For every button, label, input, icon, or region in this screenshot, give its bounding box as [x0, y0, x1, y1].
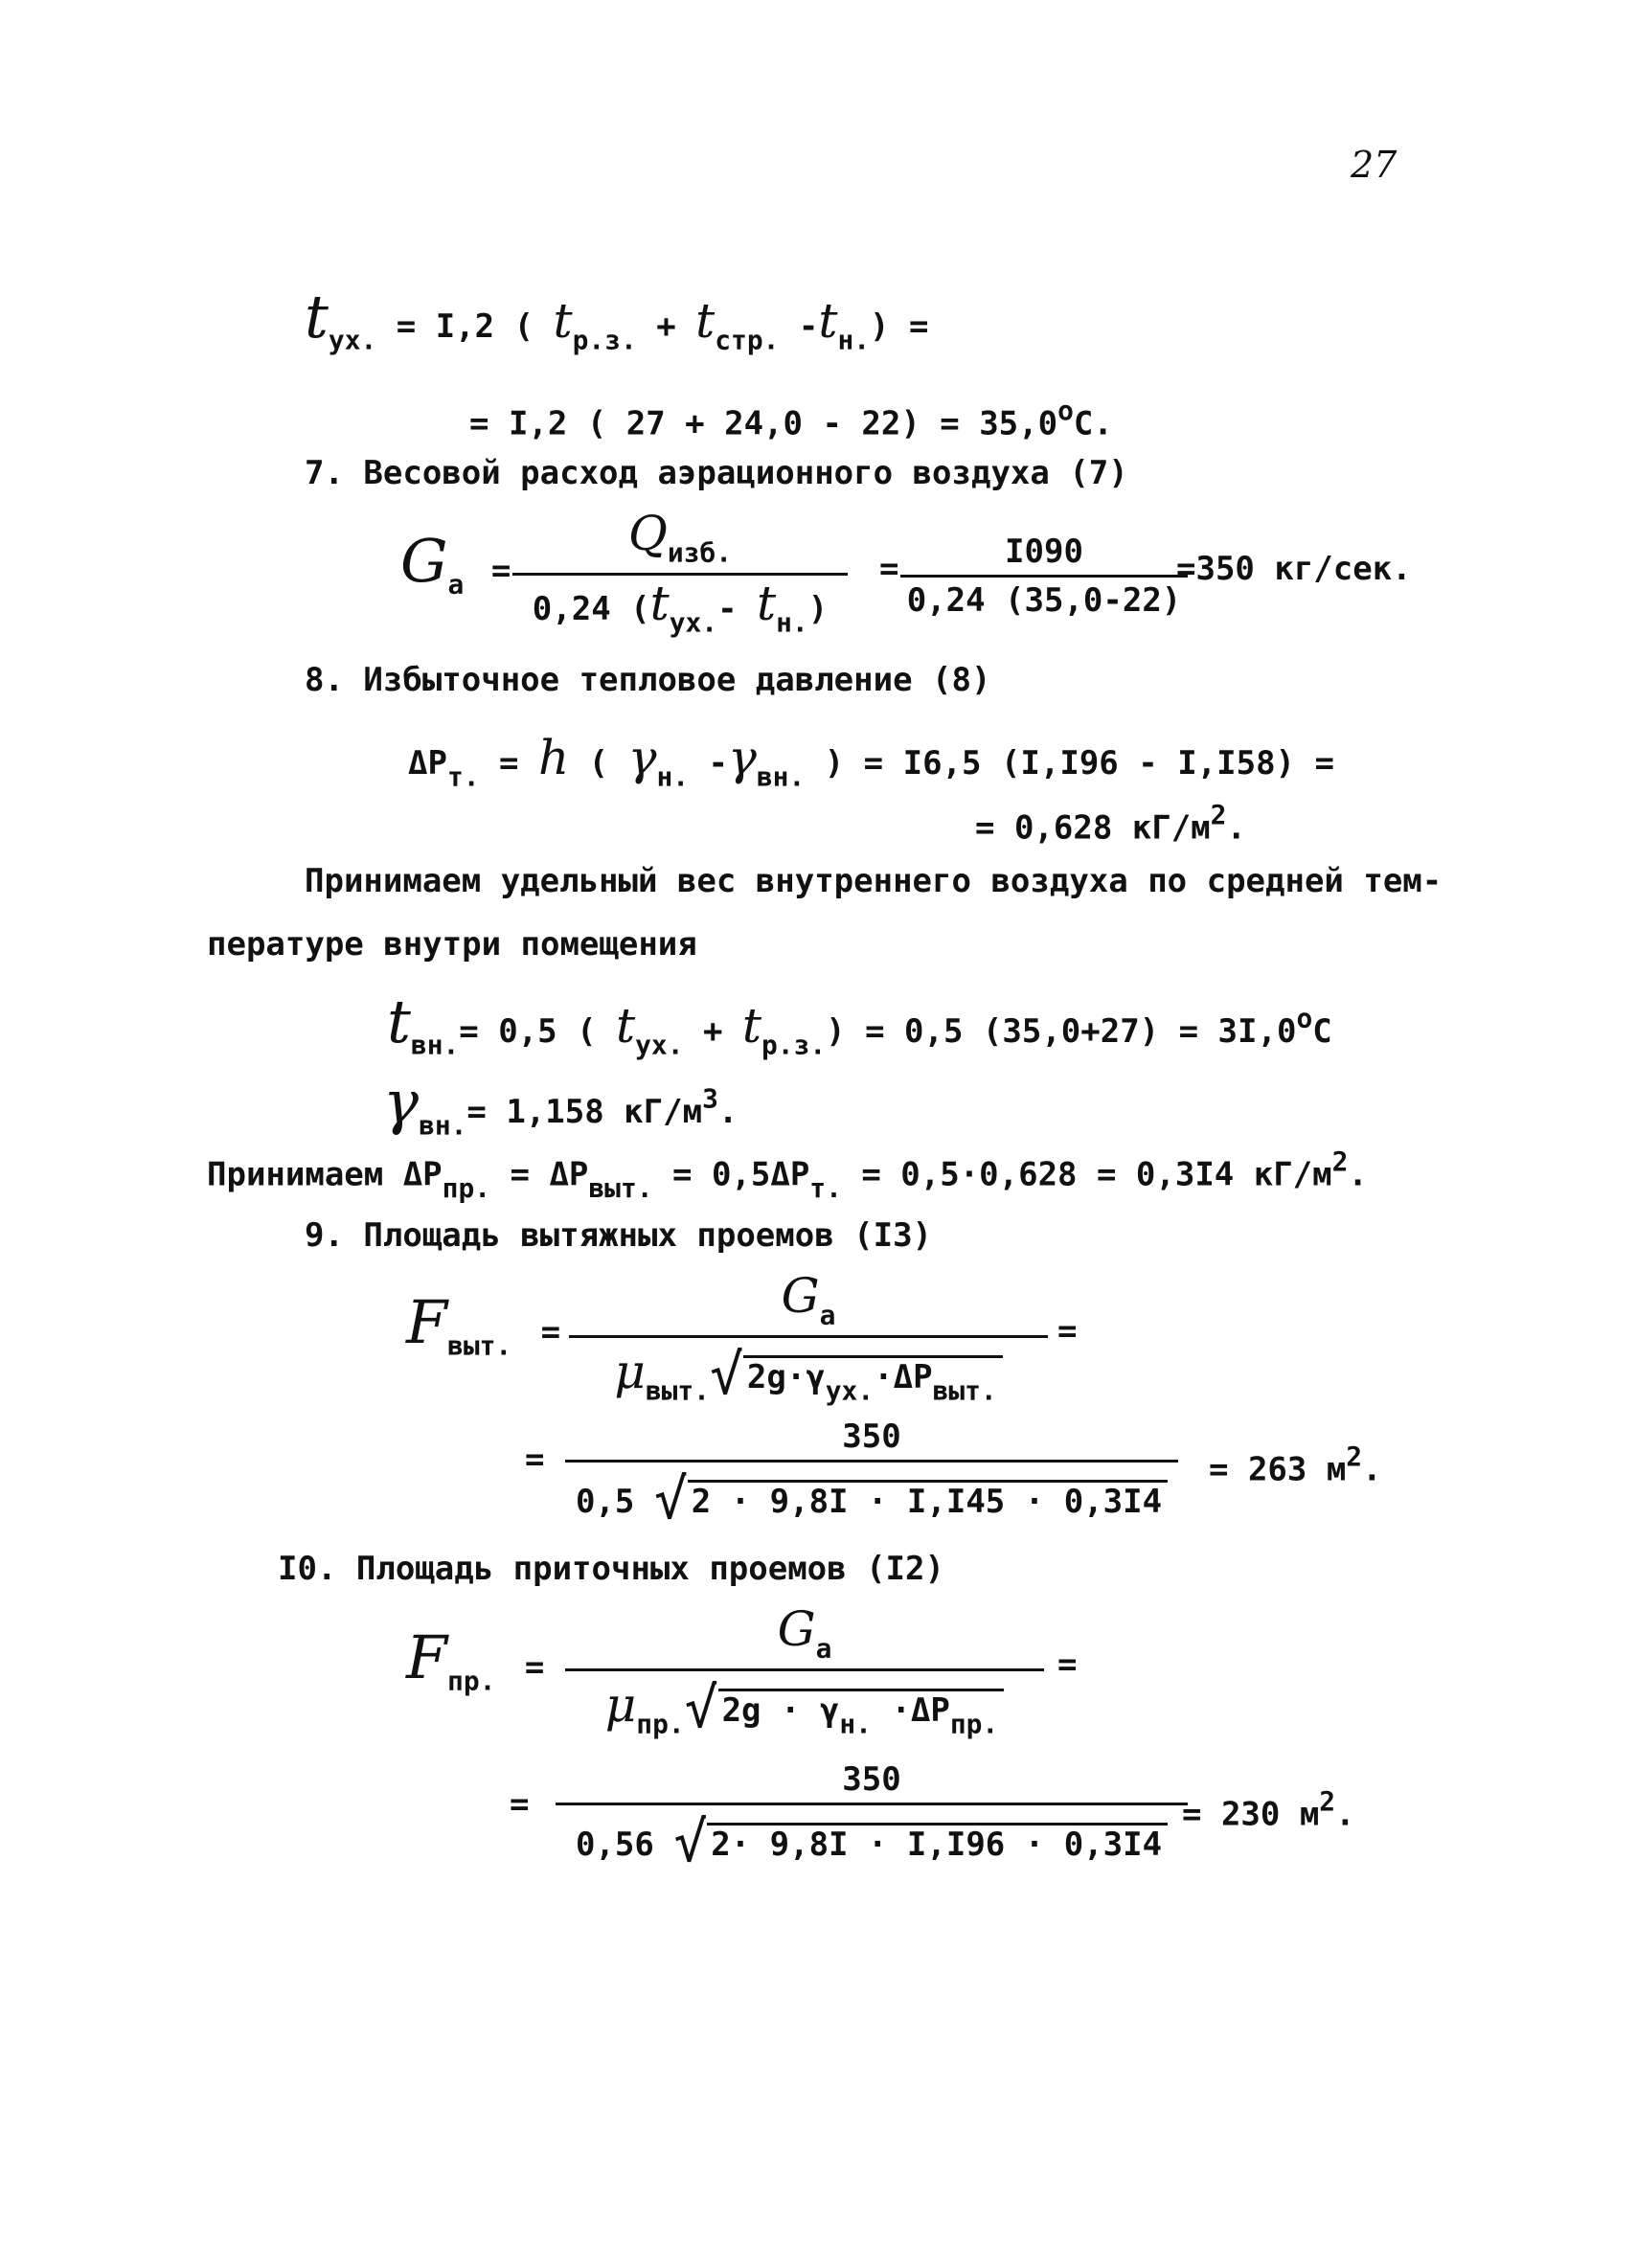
- g-symbol: G: [777, 1601, 816, 1657]
- eq-text: Принимаем: [207, 1155, 403, 1194]
- fraction-denominator: [532, 575, 829, 639]
- radicand: [718, 1689, 1005, 1740]
- t-symbol: t: [818, 293, 838, 349]
- f-vyt-result: [1209, 1440, 1382, 1488]
- g-symbol: G: [400, 526, 448, 596]
- subscript: р.з.: [572, 324, 637, 356]
- fraction-numerator: 350: [842, 1418, 901, 1456]
- t-symbol: t: [387, 987, 411, 1056]
- fraction-bar: [565, 1668, 1044, 1671]
- eq-text: -: [779, 307, 819, 346]
- fraction-denominator: [605, 1675, 1004, 1740]
- fraction-f-pr-numeric: [556, 1760, 1188, 1874]
- fraction-bar: [556, 1803, 1188, 1805]
- superscript: 2: [1319, 1785, 1336, 1817]
- subscript: пр.: [442, 1171, 491, 1204]
- eq-text: 0,24 (: [532, 589, 650, 628]
- subscript: выт.: [588, 1171, 653, 1204]
- equation-ga-lhs: [400, 526, 511, 601]
- superscript: 2: [1346, 1440, 1363, 1472]
- radicand: 2· 9,8I · I,I96 · 0,3I4: [707, 1823, 1168, 1864]
- radicand: [743, 1355, 1003, 1407]
- eq-text: 2g · γ: [721, 1690, 840, 1730]
- t-symbol: t: [616, 998, 636, 1054]
- delta-p-symbol: ΔP: [402, 1155, 443, 1194]
- eq-text: = I,2 ( 27 + 24,0 - 22) = 35,0: [469, 404, 1058, 443]
- eq-text: .: [717, 1093, 738, 1131]
- radical-sign: √: [653, 1466, 688, 1531]
- gamma-symbol: γ: [728, 730, 757, 785]
- t-symbol: t: [757, 575, 777, 631]
- mu-symbol: μ: [614, 1343, 646, 1399]
- eq-text: = 0,5ΔP: [652, 1155, 810, 1194]
- t-symbol: t: [649, 575, 670, 631]
- t-symbol: t: [741, 998, 762, 1054]
- ga-result: =350 кг/сек.: [1176, 550, 1412, 588]
- t-symbol: t: [305, 282, 329, 352]
- eq-text: ) = 0,5 (35,0+27) = 3I,0: [826, 1012, 1297, 1051]
- gamma-symbol: γ: [627, 730, 657, 785]
- subscript: н.: [656, 760, 690, 793]
- h-symbol: h: [537, 730, 570, 785]
- fraction-bar: [900, 575, 1188, 578]
- t-ux-subscript: ух.: [328, 324, 377, 356]
- subscript: вн.: [410, 1029, 460, 1061]
- mu-symbol: μ: [604, 1676, 637, 1733]
- g-symbol: G: [781, 1268, 820, 1324]
- subscript: пр.: [949, 1708, 999, 1740]
- fraction-f-vyt-numeric: [565, 1418, 1178, 1531]
- eq-text: ): [805, 744, 845, 782]
- fraction-numerator: I090: [1005, 533, 1083, 571]
- accept-pressure-line: [207, 1145, 1368, 1204]
- equals-sign: =: [1057, 1645, 1078, 1684]
- eq-text: ) =: [870, 307, 929, 346]
- subscript: н.: [776, 606, 808, 639]
- eq-text: = 0,5·0,628 = 0,3I4 кГ/м: [841, 1155, 1332, 1194]
- subscript: н.: [837, 324, 871, 356]
- subscript: ух.: [669, 606, 718, 639]
- eq-text: .: [1348, 1155, 1368, 1194]
- subscript: р.з.: [761, 1029, 827, 1061]
- eq-text: C.: [1073, 404, 1113, 443]
- eq-text: = 1,158 кГ/м: [466, 1093, 703, 1131]
- eq-text: =: [479, 744, 538, 782]
- eq-text: ·ΔP: [871, 1690, 950, 1730]
- fraction-numerator: 350: [842, 1760, 901, 1799]
- eq-text: = 0,628 кГ/м: [975, 808, 1211, 848]
- eq-text: -: [689, 744, 728, 782]
- eq-text: .: [1362, 1450, 1382, 1489]
- superscript: 3: [702, 1082, 718, 1115]
- subscript: а: [815, 1632, 832, 1665]
- radicand: 2 · 9,8I · I,I45 · 0,3I4: [688, 1480, 1168, 1521]
- subscript: выт.: [645, 1374, 710, 1407]
- equation-dpt-line1: [408, 730, 1334, 793]
- delta-p-symbol: ΔP: [549, 1155, 589, 1194]
- equation-t-ux-line1: [305, 282, 929, 356]
- radical-sign: √: [709, 1341, 743, 1407]
- equals-sign: =: [1057, 1312, 1078, 1350]
- subscript: т.: [809, 1171, 842, 1204]
- eq-text: (: [569, 744, 628, 782]
- subscript: стр.: [715, 324, 780, 356]
- fraction-numerator: [627, 506, 733, 569]
- fraction-numerator: [777, 1601, 832, 1665]
- eq-text: ): [807, 589, 829, 628]
- fraction-denominator: 0,24 (35,0-22): [906, 581, 1182, 620]
- paragraph-line-1: Принимаем удельный вес внутреннего воздуха по средней тем-: [305, 862, 1443, 900]
- fraction-f-pr-symbolic: [565, 1601, 1044, 1740]
- fraction-denominator: [614, 1342, 1002, 1407]
- eq-text: C: [1312, 1012, 1332, 1051]
- subscript: вн.: [756, 760, 806, 793]
- q-symbol: Q: [627, 506, 668, 561]
- eq-text: = 0,5 (: [459, 1012, 617, 1051]
- equals-sign: =: [510, 1785, 530, 1824]
- eq-text: = I6,5 (I,I96 - I,I58) =: [844, 744, 1334, 782]
- subscript: а: [447, 568, 465, 601]
- fraction-denominator: [576, 1466, 1168, 1531]
- subscript: а: [819, 1299, 836, 1331]
- equation-t-vn: [387, 987, 1332, 1061]
- equals-sign: =: [490, 552, 511, 590]
- radical-sign: √: [684, 1674, 718, 1740]
- subscript: ух.: [825, 1374, 875, 1407]
- subscript: вн.: [419, 1109, 467, 1142]
- fraction-bar: [512, 573, 848, 576]
- eq-text: .: [1335, 1795, 1355, 1834]
- subscript: н.: [839, 1708, 872, 1740]
- eq-text: ·ΔP: [874, 1357, 933, 1396]
- section-7-heading: 7. Весовой расход аэрационного воздуха (7): [305, 454, 1128, 492]
- section-8-heading: 8. Избыточное тепловое давление (8): [305, 661, 991, 699]
- gamma-symbol: γ: [383, 1067, 420, 1137]
- eq-text: +: [683, 1012, 742, 1051]
- fraction-bar: [569, 1335, 1048, 1338]
- equation-f-pr-lhs: [406, 1622, 545, 1697]
- section-10-heading: I0. Площадь приточных проемов (I2): [278, 1550, 944, 1588]
- subscript: пр.: [447, 1665, 496, 1697]
- eq-text: +: [636, 307, 696, 346]
- fraction-ga-symbolic: [508, 506, 852, 639]
- superscript: 2: [1331, 1145, 1349, 1177]
- equals-sign: =: [525, 1440, 545, 1479]
- subscript: выт.: [447, 1329, 512, 1362]
- subscript: пр.: [636, 1708, 685, 1740]
- equation-gamma-vn: [383, 1067, 738, 1142]
- equals-sign: =: [540, 1313, 561, 1351]
- equals-sign: =: [524, 1648, 545, 1687]
- subscript: выт.: [932, 1374, 997, 1407]
- eq-text: =: [490, 1155, 550, 1194]
- subscript: ух.: [635, 1029, 684, 1061]
- eq-text: = I,2 (: [376, 307, 554, 346]
- equation-t-ux-line2: [469, 395, 1113, 442]
- eq-text: .: [1226, 808, 1246, 848]
- eq-text: = 263 м: [1209, 1450, 1347, 1489]
- eq-text: = 230 м: [1182, 1795, 1320, 1834]
- degree-superscript: o: [1296, 1002, 1313, 1034]
- section-9-heading: 9. Площадь вытяжных проемов (I3): [305, 1216, 933, 1255]
- delta-p-symbol: ΔP: [408, 744, 447, 782]
- t-symbol: t: [553, 293, 573, 349]
- t-symbol: t: [695, 293, 716, 349]
- fraction-bar: [565, 1460, 1178, 1463]
- eq-text: 2g·γ: [746, 1357, 826, 1396]
- superscript: 2: [1210, 799, 1227, 830]
- subscript: т.: [446, 760, 480, 793]
- fraction-numerator: [781, 1268, 836, 1331]
- f-pr-result: [1182, 1785, 1355, 1833]
- f-symbol: F: [406, 1287, 448, 1357]
- eq-text: 0,56: [575, 1826, 654, 1864]
- paragraph-line-2: пературе внутри помещения: [207, 925, 697, 964]
- page-number: 27: [1351, 144, 1397, 186]
- degree-superscript: o: [1057, 395, 1074, 426]
- fraction-f-vyt-symbolic: [569, 1268, 1048, 1407]
- fraction-ga-numeric: [900, 533, 1188, 620]
- eq-text: 0,5: [575, 1483, 635, 1521]
- f-symbol: F: [406, 1622, 448, 1692]
- eq-text: -: [717, 589, 758, 628]
- equation-f-vyt-lhs: [406, 1287, 561, 1362]
- radical-sign: √: [673, 1809, 708, 1874]
- fraction-denominator: [576, 1809, 1168, 1874]
- subscript: изб.: [667, 536, 733, 569]
- equation-dpt-line2: [975, 799, 1246, 847]
- equals-sign: =: [879, 550, 899, 588]
